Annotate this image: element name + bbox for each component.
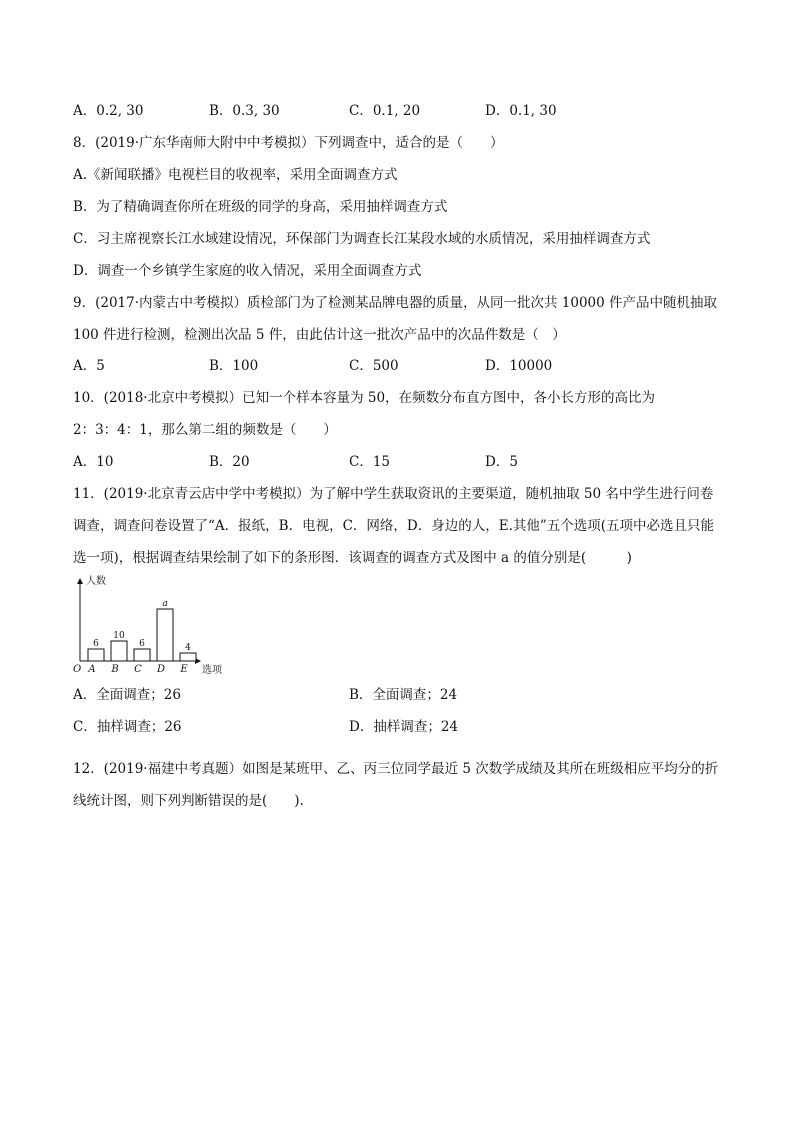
q10-stem-line2: 2：3：4：1，那么第二组的频数是（ ） [73, 422, 337, 438]
q11-option-d[interactable]: D．抽样调查；24 [349, 719, 459, 735]
q10-options [73, 453, 733, 471]
tick-label-a: A [88, 664, 96, 675]
tick-label-b: B [111, 664, 119, 675]
bar-b [111, 641, 127, 661]
q10-option-d[interactable]: D．5 [485, 454, 518, 470]
tick-label-d: D [156, 664, 166, 675]
q11-stem-line2: 调查，调查问卷设置了“A．报纸，B．电视，C．网络，D．身边的人，E.其他”五个选项(五项中必选且只能 [73, 518, 715, 534]
q7-options [73, 102, 733, 120]
q9-option-c[interactable]: C．500 [349, 358, 399, 374]
data-label-e: 4 [185, 643, 191, 653]
q10-stem-line1: 10．(2018·北京中考模拟）已知一个样本容量为 50，在频数分布直方图中，各小长方形的高比为 [73, 390, 656, 406]
bar-c [134, 649, 150, 661]
data-label-a: 6 [93, 639, 99, 649]
q9-options [73, 357, 733, 375]
y-axis-label: 人数 [86, 576, 106, 587]
q7-option-c[interactable]: C．0.1, 20 [349, 103, 421, 119]
q8-option-b[interactable]: B．为了精确调查你所在班级的同学的身高，采用抽样调查方式 [73, 199, 448, 215]
q11-bar-chart [72, 571, 232, 679]
bars-group [87, 599, 196, 675]
q9-option-b[interactable]: B．100 [209, 358, 259, 374]
data-label-c: 6 [139, 639, 145, 649]
q12-stem-line2: 线统计图，则下列判断错误的是( ). [73, 793, 304, 809]
tick-label-c: C [134, 664, 142, 675]
q8-option-d[interactable]: D．调查一个乡镇学生家庭的收入情况，采用全面调查方式 [73, 263, 422, 279]
q11-stem-line3: 选一项)，根据调查结果绘制了如下的条形图．该调查的调查方式及图中 a 的值分别是( ) [73, 550, 632, 566]
data-label-b: 10 [113, 631, 125, 641]
q11-stem-line1: 11．(2019·北京青云店中学中考模拟）为了解中学生获取资讯的主要渠道，随机抽取 50 名中学生进行问卷 [73, 486, 714, 502]
q10-option-a[interactable]: A．10 [73, 454, 114, 470]
q11-options-row2 [73, 718, 733, 736]
q11-option-c[interactable]: C．抽样调查；26 [73, 719, 182, 735]
q8-stem: 8．(2019·广东华南师大附中中考模拟）下列调查中，适合的是（ ） [73, 135, 504, 151]
q10-option-c[interactable]: C．15 [349, 454, 391, 470]
q8-option-c[interactable]: C．习主席视察长江水域建设情况，环保部门为调查长江某段水域的水质情况，采用抽样调查方式 [73, 231, 651, 247]
bar-e [180, 653, 196, 661]
q9-stem-line1: 9．(2017·内蒙古中考模拟）质检部门为了检测某品牌电器的质量，从同一批次共 10000 件产品中随机抽取 [73, 295, 718, 311]
bar-d [157, 609, 173, 661]
bar-a [88, 649, 104, 661]
x-axis-label: 选项 [202, 665, 222, 676]
q11-options-row1 [73, 686, 733, 704]
q12-stem-line1: 12．(2019·福建中考真题）如图是某班甲、乙、丙三位同学最近 5 次数学成绩及其所在班级相应平均分的折 [73, 761, 719, 777]
q11-option-a[interactable]: A．全面调查；26 [73, 687, 181, 703]
q11-option-b[interactable]: B．全面调查；24 [349, 687, 458, 703]
q9-option-a[interactable]: A．5 [73, 358, 105, 374]
data-label-d: a [162, 599, 168, 609]
q7-option-d[interactable]: D．0.1, 30 [485, 103, 557, 119]
q9-stem-line2: 100 件进行检测，检测出次品 5 件，由此估计这一批次产品中的次品件数是（ ） [73, 327, 566, 343]
tick-label-e: E [180, 664, 188, 675]
origin-label: O [73, 664, 82, 675]
q7-option-a[interactable]: A．0.2, 30 [73, 103, 144, 119]
q10-option-b[interactable]: B．20 [209, 454, 250, 470]
q9-option-d[interactable]: D．10000 [485, 358, 553, 374]
q8-option-a[interactable]: A.《新闻联播》电视栏目的收视率，采用全面调查方式 [73, 167, 398, 183]
q7-option-b[interactable]: B．0.3, 30 [209, 103, 280, 119]
